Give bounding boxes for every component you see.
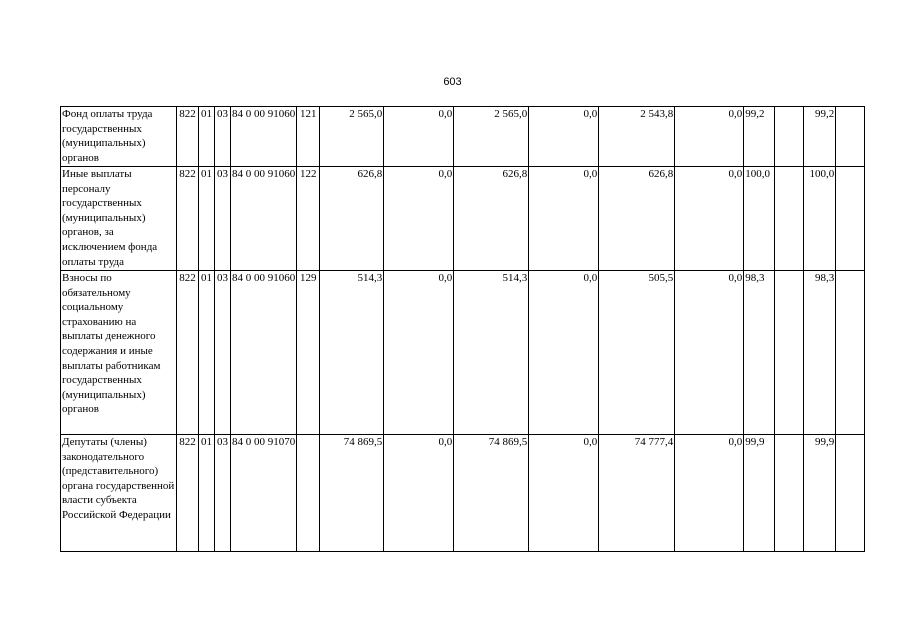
value-3: 2 565,0 [454,107,529,167]
code-target: 84 0 00 91060 [231,167,297,271]
code-target: 84 0 00 91060 [231,107,297,167]
code-gr: 822 [177,435,199,552]
code-pr: 03 [215,435,231,552]
extra-2 [836,107,865,167]
value-6: 0,0 [675,167,744,271]
value-1: 626,8 [320,167,384,271]
percent-1: 99,2 [744,107,775,167]
table-row [61,271,865,435]
value-2: 0,0 [384,435,454,552]
value-2: 0,0 [384,271,454,435]
row-name: Взносы по обязательному социальному страхованию на выплаты денежного содержания и иные выплаты работникам государственных (муниципальных) органов [61,271,177,435]
extra-2 [836,271,865,435]
code-rz: 01 [199,435,215,552]
value-4: 0,0 [529,107,599,167]
budget-table [60,106,865,552]
extra-2 [836,167,865,271]
value-2: 0,0 [384,107,454,167]
extra-1 [775,167,804,271]
extra-2 [836,435,865,552]
table-row [61,107,865,167]
extra-1 [775,435,804,552]
value-1: 2 565,0 [320,107,384,167]
code-gr: 822 [177,271,199,435]
value-3: 74 869,5 [454,435,529,552]
value-4: 0,0 [529,435,599,552]
value-6: 0,0 [675,435,744,552]
code-rz: 01 [199,107,215,167]
value-3: 514,3 [454,271,529,435]
code-pr: 03 [215,271,231,435]
page-number: 603 [443,76,462,88]
table-row [61,167,865,271]
code-gr: 822 [177,167,199,271]
percent-2: 100,0 [804,167,836,271]
value-5: 74 777,4 [599,435,675,552]
value-3: 626,8 [454,167,529,271]
code-vr: 122 [297,167,320,271]
row-name: Иные выплаты персоналу государственных (муниципальных) органов, за исключением фонда оплаты труда [61,167,177,271]
percent-2: 99,9 [804,435,836,552]
table-row [61,435,865,552]
code-rz: 01 [199,167,215,271]
code-rz: 01 [199,271,215,435]
extra-1 [775,271,804,435]
row-name: Фонд оплаты труда государственных (муниципальных) органов [61,107,177,167]
value-5: 505,5 [599,271,675,435]
value-4: 0,0 [529,167,599,271]
extra-1 [775,107,804,167]
value-6: 0,0 [675,271,744,435]
percent-1: 99,9 [744,435,775,552]
code-target: 84 0 00 91070 [231,435,297,552]
percent-1: 98,3 [744,271,775,435]
code-target: 84 0 00 91060 [231,271,297,435]
value-1: 74 869,5 [320,435,384,552]
code-pr: 03 [215,167,231,271]
code-gr: 822 [177,107,199,167]
row-name: Депутаты (члены) законодательного (представительного) органа государственной власти субъекта Российской Федерации [61,435,177,552]
code-pr: 03 [215,107,231,167]
percent-2: 99,2 [804,107,836,167]
code-vr: 121 [297,107,320,167]
value-5: 626,8 [599,167,675,271]
code-vr [297,435,320,552]
value-2: 0,0 [384,167,454,271]
percent-2: 98,3 [804,271,836,435]
value-5: 2 543,8 [599,107,675,167]
percent-1: 100,0 [744,167,775,271]
value-1: 514,3 [320,271,384,435]
value-4: 0,0 [529,271,599,435]
code-vr: 129 [297,271,320,435]
value-6: 0,0 [675,107,744,167]
